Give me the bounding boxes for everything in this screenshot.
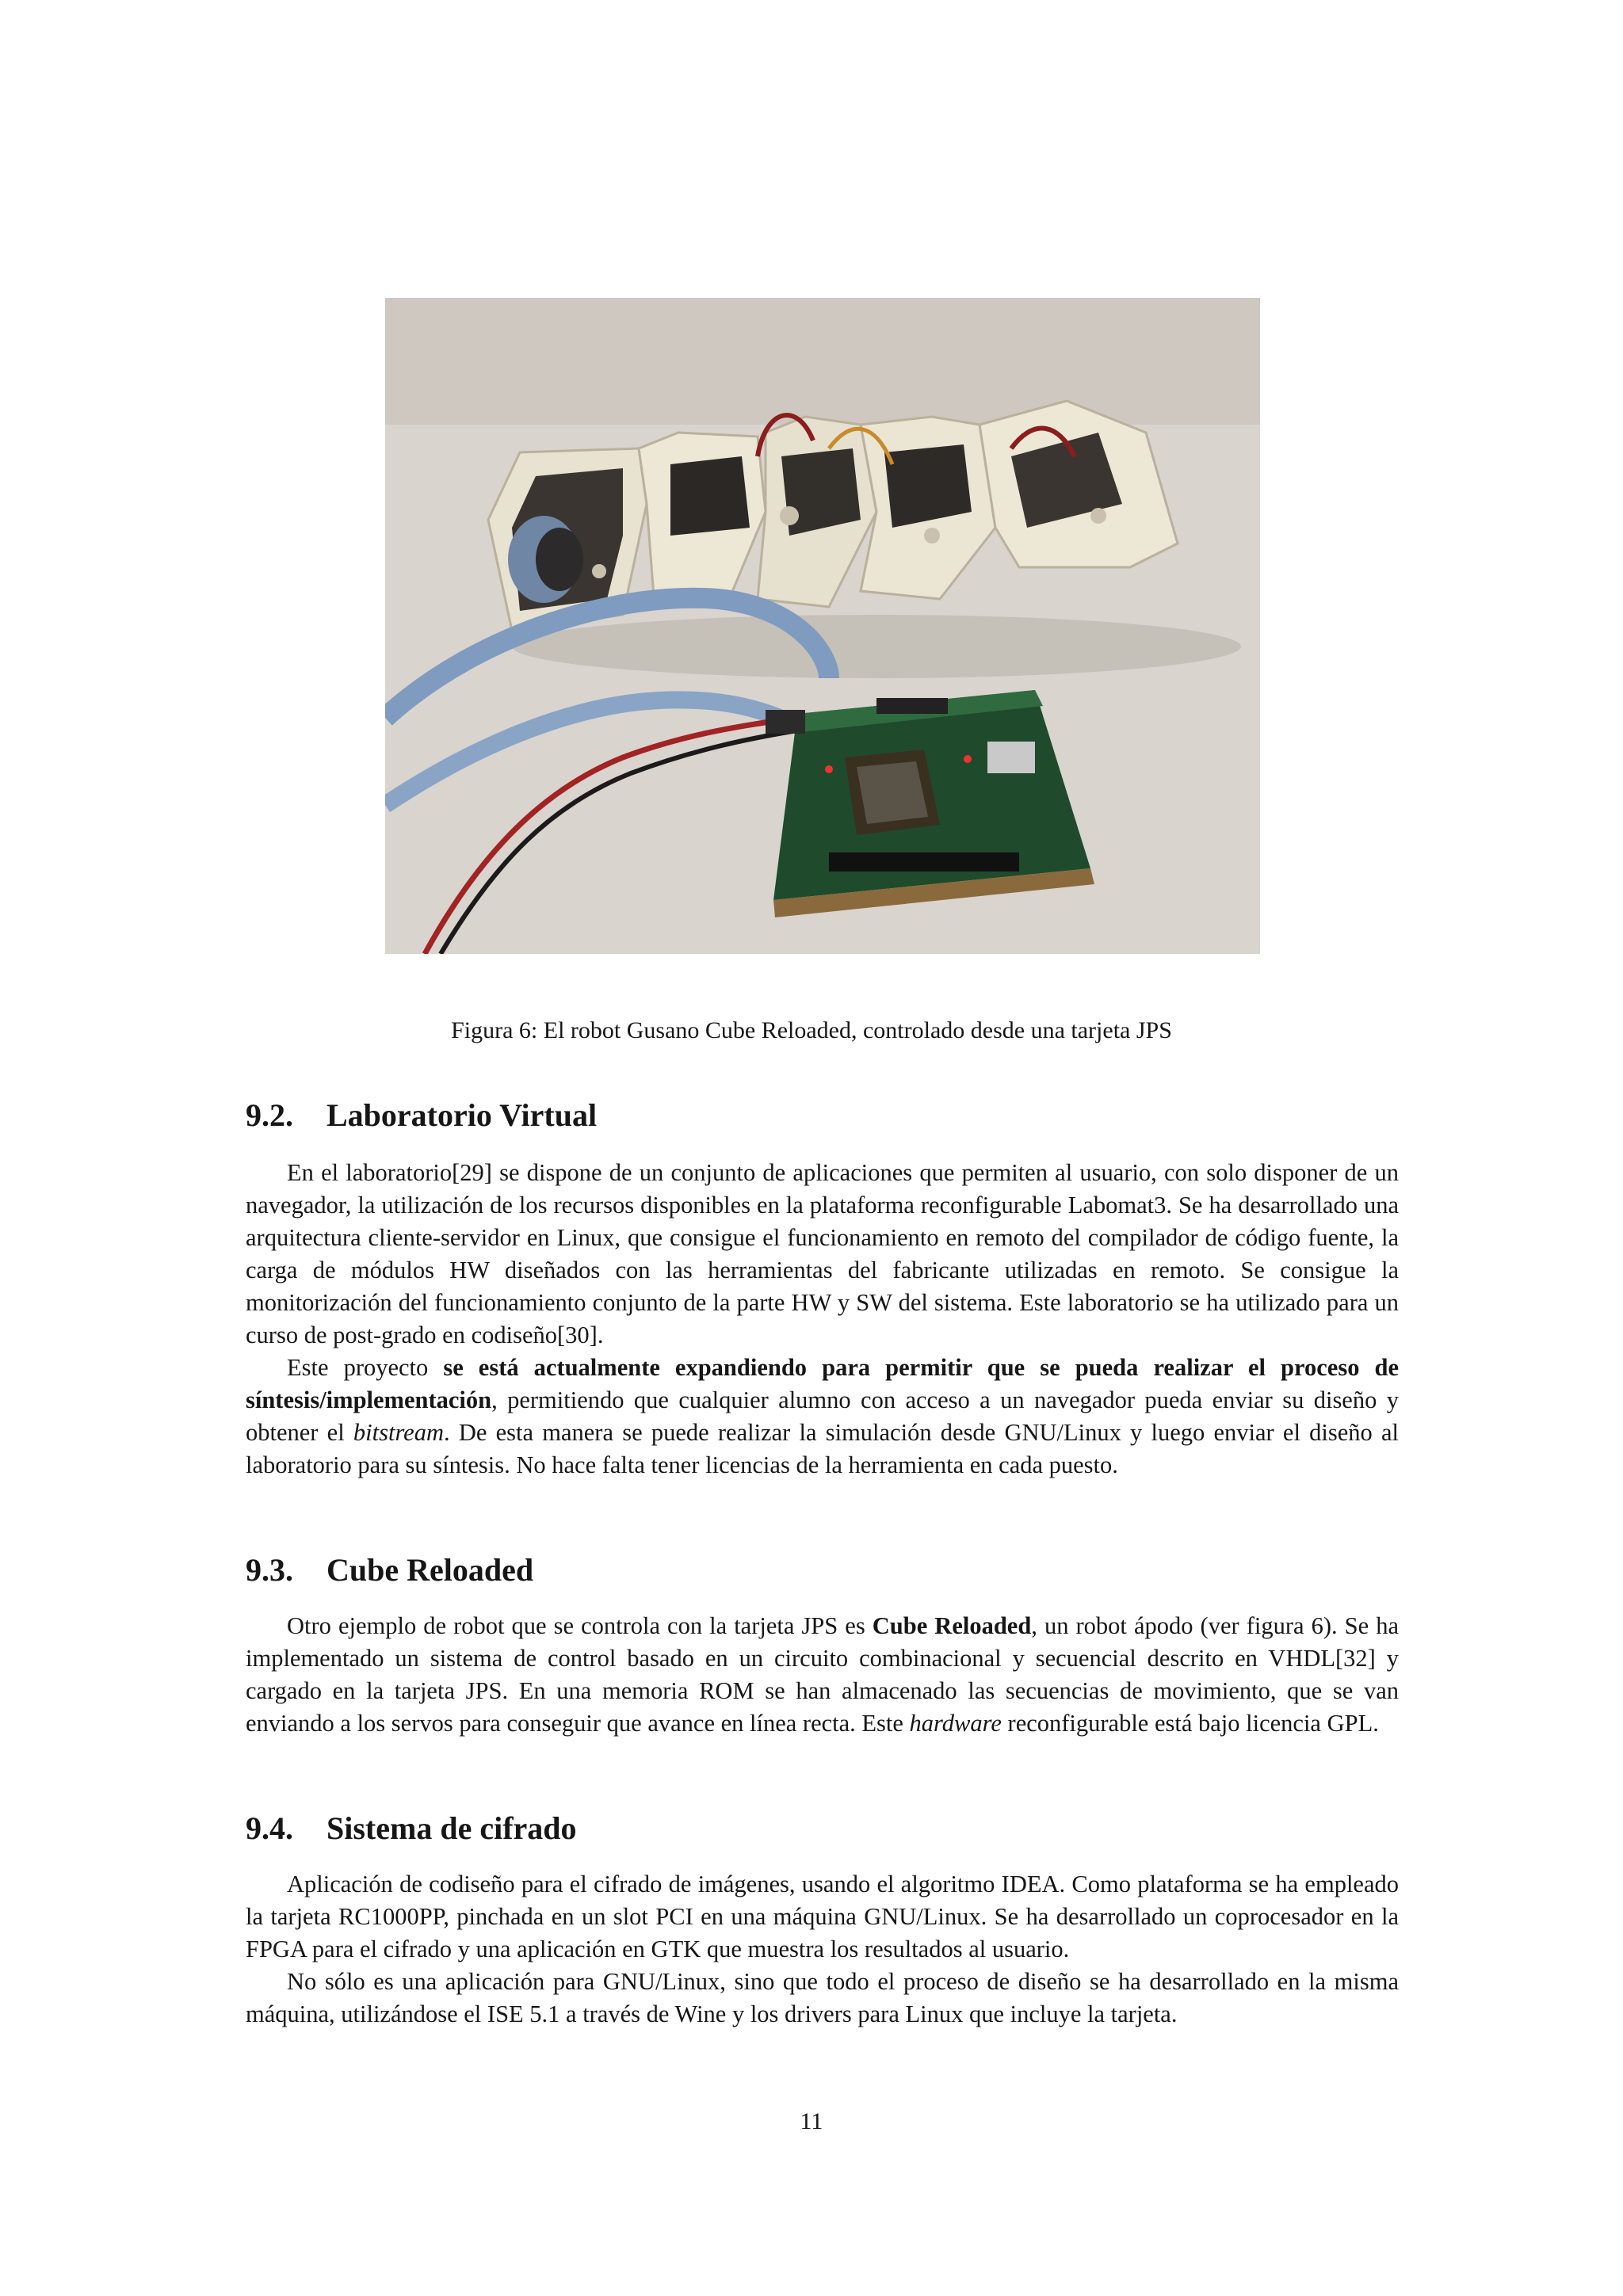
section-title: Laboratorio Virtual bbox=[327, 1097, 598, 1133]
paragraph bbox=[246, 1352, 1399, 1482]
figure-photo bbox=[385, 298, 1260, 954]
section-heading bbox=[246, 1810, 577, 1848]
text-run: . De esta manera se puede realizar la simulación desde GNU/Linux y luego enviar el diseño al laboratorio para su síntesis. No hace falta tener licencias de la herramienta en cada puesto. bbox=[246, 1419, 1400, 1478]
text-run: No sólo es una aplicación para GNU/Linux, sino que todo el proceso de diseño se ha desarrollado en la misma máquina, utilizándose el ISE 5.1 a través de Wine y los drivers para Linux que incluye la tarjeta. bbox=[246, 1968, 1399, 2027]
text-run: Cube Reloaded bbox=[872, 1612, 1032, 1639]
paragraph bbox=[246, 1610, 1399, 1740]
paragraph bbox=[246, 1157, 1399, 1352]
text-run: reconfigurable está bajo licencia GPL. bbox=[1001, 1710, 1379, 1737]
section-heading bbox=[246, 1097, 597, 1135]
section-number: 9.2. bbox=[246, 1097, 293, 1133]
page-number: 11 bbox=[800, 2108, 823, 2134]
text-run: Aplicación de codiseño para el cifrado de imágenes, usando el algoritmo IDEA. Como plataforma se ha empleado la tarjeta RC1000PP, pinchada en un slot PCI en una máquina GNU/Linux. Se ha desarrollado un coprocesador en la FPGA para el cifrado y una aplicación en GTK que muestra los resultados al usuario. bbox=[246, 1871, 1399, 1962]
section-number: 9.4. bbox=[246, 1810, 293, 1846]
section-number: 9.3. bbox=[246, 1552, 293, 1588]
text-run: hardware bbox=[909, 1710, 1002, 1737]
text-run: En el laboratorio[29] se dispone de un conjunto de aplicaciones que permiten al usuario, con solo disponer de un navegador, la utilización de los recursos disponibles en la plataforma reconfigurable Labomat3. Se ha desarrollado una arquitectura cliente-servidor en Linux, que consigue el funcionamiento en remoto del compilador de código fuente, la carga de módulos HW diseñados con las herramientas del fabricante utilizadas en remoto. Se consigue la monitorización del funcionamiento conjunto de la parte HW y SW del sistema. Este laboratorio se ha utilizado para un curso de post-grado en codiseño[30]. bbox=[246, 1159, 1399, 1348]
section-title: Cube Reloaded bbox=[327, 1552, 534, 1588]
text-run: bitstream bbox=[353, 1419, 444, 1446]
section-heading bbox=[246, 1551, 533, 1589]
text-run: Este proyecto bbox=[287, 1354, 444, 1381]
figure-caption: Figura 6: El robot Gusano Cube Reloaded, controlado desde una tarjeta JPS bbox=[451, 1017, 1172, 1043]
text-run: se está actualmente expandiendo para permitir que se pueda realizar el proceso de síntesis/implementación bbox=[246, 1354, 1400, 1413]
text-run: , permitiendo que cualquier alumno con acceso a un navegador pueda enviar su diseño y obtener el bbox=[246, 1386, 1399, 1446]
text-run: Otro ejemplo de robot que se controla con la tarjeta JPS es bbox=[287, 1612, 873, 1639]
jps-board bbox=[766, 690, 1094, 917]
text-run: , un robot ápodo (ver figura 6). Se ha implementado un sistema de control basado en un circuito combinacional y secuencial descrito en VHDL[32] y cargado en la tarjeta JPS. En una memoria ROM se han almacenado las secuencias de movimiento, que se van enviando a los servos para conseguir que avance en línea recta. Este bbox=[246, 1612, 1399, 1737]
section-title: Sistema de cifrado bbox=[327, 1810, 577, 1846]
paragraph bbox=[246, 1966, 1399, 2031]
robot-photo-drawing bbox=[385, 298, 1260, 954]
paragraph bbox=[246, 1868, 1399, 1966]
